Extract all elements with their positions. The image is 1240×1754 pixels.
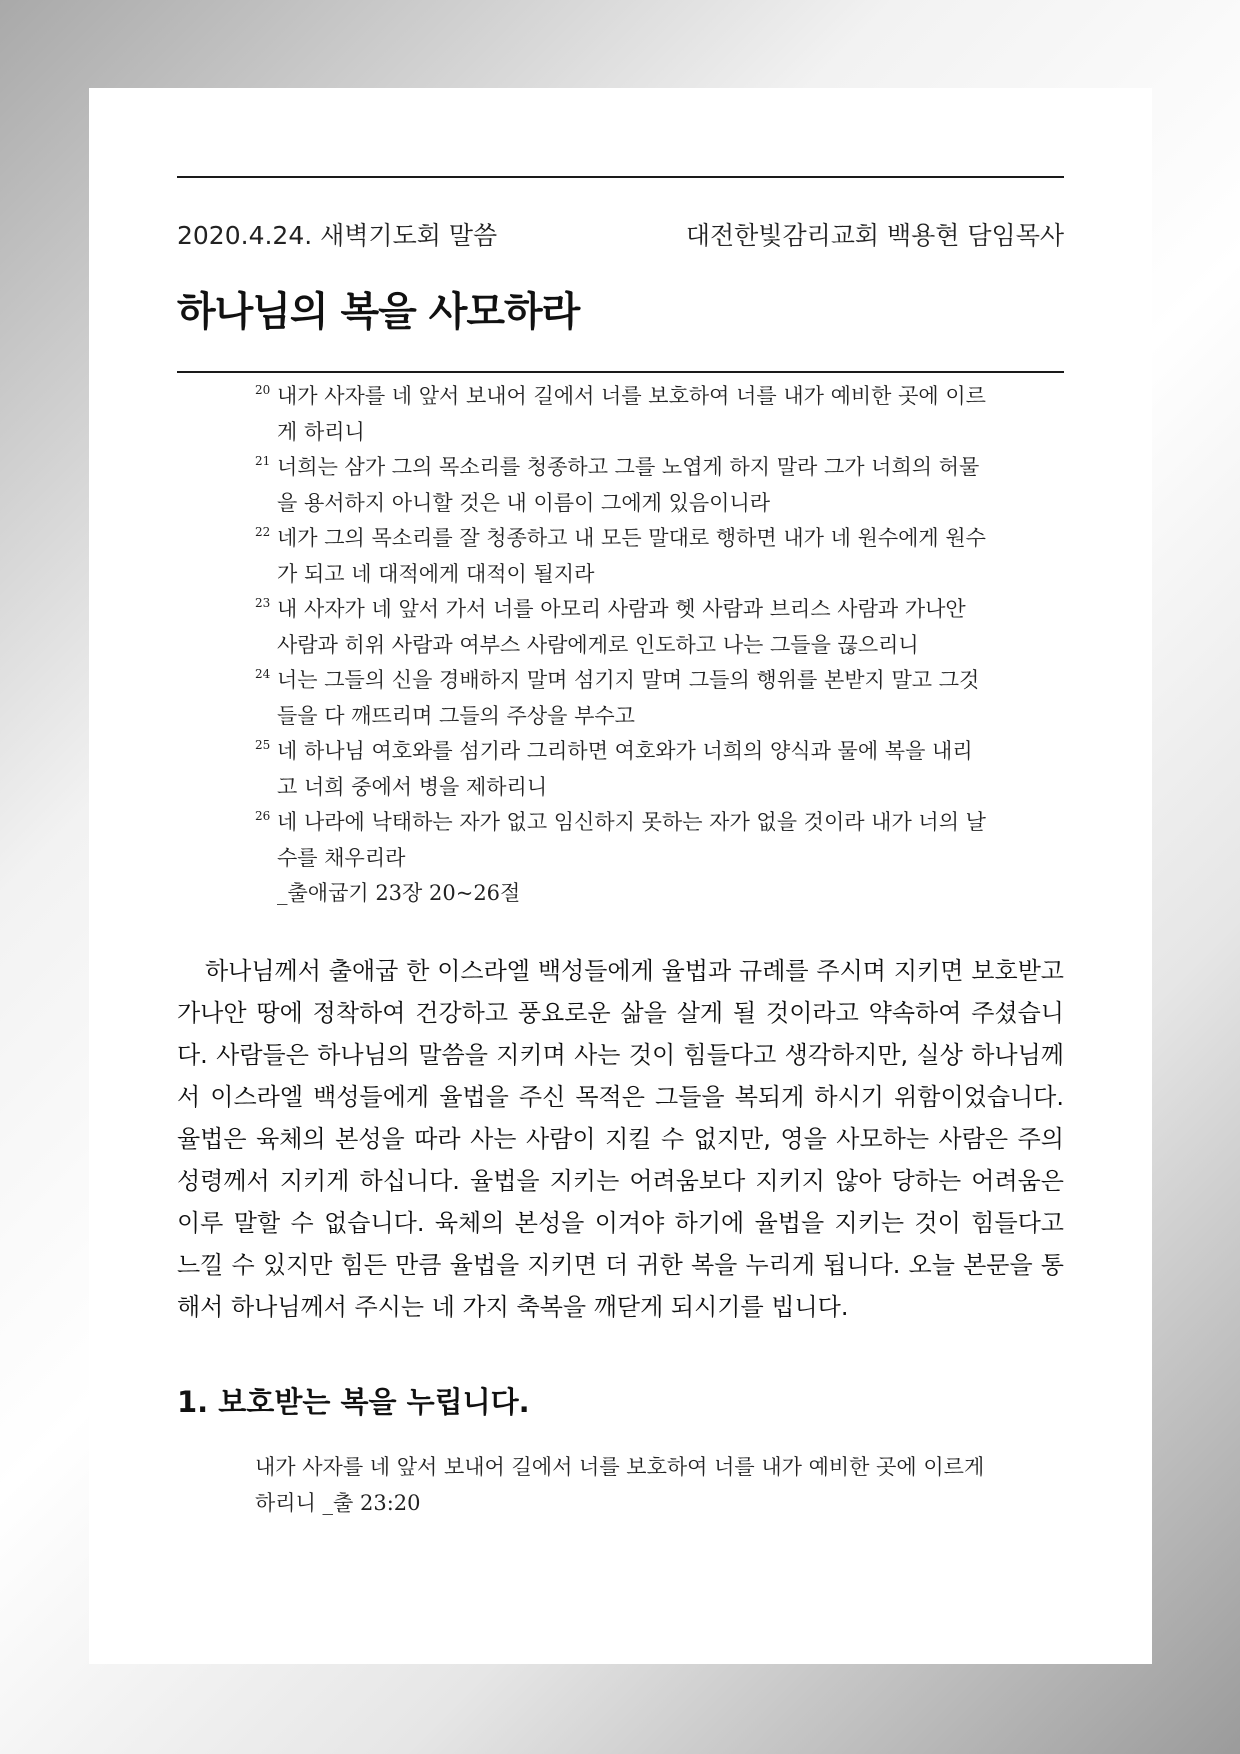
scripture-verse <box>255 592 986 663</box>
scripture-citation: _출애굽기 23장 20~26절 <box>277 881 521 905</box>
section-quote: 내가 사자를 네 앞서 보내어 길에서 너를 보호하여 너를 내가 예비한 곳에 이르게 하리니 _출 23:20 <box>255 1454 985 1515</box>
verse-text: 너희는 삼가 그의 목소리를 청종하고 그를 노엽게 하지 말라 그가 너희의 허물을 용서하지 아니할 것은 내 이름이 그에게 있음이니라 <box>277 455 980 515</box>
page-content <box>177 176 1064 1521</box>
intro-paragraph: 하나님께서 출애굽 한 이스라엘 백성들에게 율법과 규례를 주시며 지키면 보호받고 가나안 땅에 정착하여 건강하고 풍요로운 삶을 살게 될 것이라고 약속하여 주셨습니다. 사람들은 하나님의 말씀을 지키며 사는 것이 힘들다고 생각하지만, 실상 하나님께서 이스라엘 백성들에게 율법을 주신 목적은 그들을 복되게 하시기 위함이었습니다. 율법은 육체의 본성을 따라 사는 사람이 지킬 수 없지만, 영을 사모하는 사람은 주의 성령께서 지키게 하십니다. 율법을 지키는 어려움보다 지키지 않아 당하는 어려움은 이루 말할 수 없습니다. 육체의 본성을 이겨야 하기에 율법을 지키는 것이 힘들다고 느낄 수 있지만 힘든 만큼 율법을 지키면 더 귀한 복을 누리게 됩니다. 오늘 본문을 통해서 하나님께서 주시는 네 가지 축복을 깨닫게 되시기를 빕니다. <box>177 956 1064 1321</box>
verse-text: 네 나라에 낙태하는 자가 없고 임신하지 못하는 자가 없을 것이라 내가 너의 날 수를 채우리라 <box>277 810 986 870</box>
scripture-verse <box>255 521 986 592</box>
verse-text: 네 하나님 여호와를 섬기라 그리하면 여호와가 너희의 양식과 물에 복을 내리고 너희 중에서 병을 제하리니 <box>277 739 973 799</box>
document-page <box>89 88 1152 1664</box>
top-rule <box>177 176 1064 178</box>
verse-text: 내 사자가 네 앞서 가서 너를 아모리 사람과 헷 사람과 브리스 사람과 가나안 사람과 히위 사람과 여부스 사람에게로 인도하고 나는 그들을 끊으리니 <box>277 597 966 657</box>
verse-text: 네가 그의 목소리를 잘 청종하고 내 모든 말대로 행하면 내가 네 원수에게 원수가 되고 네 대적에게 대적이 될지라 <box>277 526 986 586</box>
verse-number: 26 <box>255 809 271 823</box>
scripture-verse <box>255 663 986 734</box>
verse-text: 너는 그들의 신을 경배하지 말며 섬기지 말며 그들의 행위를 본받지 말고 그것들을 다 깨뜨리며 그들의 주상을 부수고 <box>277 668 980 728</box>
verse-number: 23 <box>255 596 271 610</box>
verse-number: 20 <box>255 383 271 397</box>
verse-number: 24 <box>255 667 271 681</box>
scripture-verse <box>255 379 986 450</box>
title-rule <box>177 371 1064 373</box>
page-header <box>177 216 1064 252</box>
verse-number: 22 <box>255 525 271 539</box>
sermon-date: 2020.4.24. 새벽기도회 말씀 <box>177 221 498 250</box>
verse-number: 21 <box>255 454 271 468</box>
section-heading: 1. 보호받는 복을 누립니다. <box>177 1384 530 1419</box>
sermon-author: 대전한빛감리교회 백용현 담임목사 <box>685 221 1064 250</box>
scripture-verse <box>255 805 986 876</box>
verse-number: 25 <box>255 738 271 752</box>
scripture-passage <box>177 379 1064 912</box>
sermon-title: 하나님의 복을 사모하라 <box>177 289 580 335</box>
scripture-verse <box>255 450 986 521</box>
scripture-verse <box>255 734 986 805</box>
verse-text: 내가 사자를 네 앞서 보내어 길에서 너를 보호하여 너를 내가 예비한 곳에 이르게 하리니 <box>277 384 986 444</box>
